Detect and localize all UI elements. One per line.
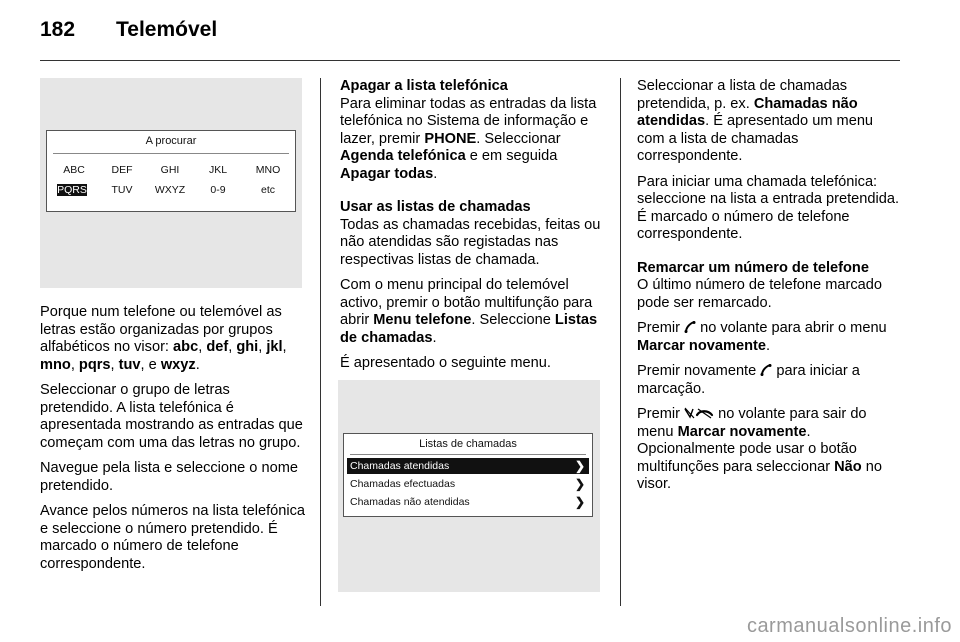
display-search <box>46 130 296 212</box>
page-number: 182 <box>40 18 76 41</box>
header-rule <box>40 60 900 61</box>
key-group: ABC <box>63 164 85 176</box>
paragraph: Premir no volante para sair do menu Marcar novamente. <box>637 406 867 440</box>
key-group: DEF <box>111 164 133 176</box>
phone-call-icon <box>684 321 696 333</box>
paragraph: Seleccionar o grupo de letras pretendido. A lista telefónica é apresentada mostrando as entradas que começam com uma das letras no grupo. <box>40 382 303 451</box>
column-divider-1 <box>320 78 321 606</box>
paragraph: Avance pelos números na lista telefónica e seleccione o número pretendido. É marcado o número de telefone correspondente. <box>40 503 306 572</box>
key-group: 0-9 <box>210 184 226 196</box>
paragraph: Opcionalmente pode usar o botão multifunções para seleccionar Não no visor. <box>637 441 882 492</box>
key-group: JKL <box>208 164 228 176</box>
paragraph: O último número de telefone marcado pode ser remarcado. <box>637 277 882 311</box>
key-group: etc <box>260 184 275 196</box>
paragraph: Porque num telefone ou telemóvel as letras estão organizadas por grupos alfabéticos no visor: abc, def, ghi, jkl, mno, pqrs, tuv, e wxyz. <box>40 304 287 373</box>
column-3 <box>637 78 903 502</box>
paragraph: Seleccionar a lista de chamadas pretendida, p. ex. Chamadas não atendidas. É apresentado um menu com a lista de chamadas correspondente. <box>637 78 874 164</box>
paragraph: Para iniciar uma chamada telefónica: seleccione na lista a entrada pretendida. É marcado o número de telefone correspondente. <box>637 173 900 242</box>
column-1 <box>40 304 306 581</box>
phone-call-icon <box>760 364 772 376</box>
section-heading: Remarcar um número de telefone <box>637 259 869 276</box>
figure-search-screen <box>40 78 302 288</box>
figure-call-lists-screen <box>338 380 600 592</box>
paragraph: Navegue pela lista e seleccione o nome pretendido. <box>40 460 298 494</box>
display-title: A procurar <box>145 135 197 147</box>
display-title: Listas de chamadas <box>419 438 517 450</box>
menu-item: Chamadas efectuadas ❯ <box>350 477 585 491</box>
section-heading: Apagar a lista telefónica <box>340 78 508 94</box>
column-2 <box>340 78 606 381</box>
paragraph: Com o menu principal do telemóvel activo, premir o botão multifunção para abrir Menu telefone. Seleccione Listas de chamadas. <box>340 277 598 346</box>
paragraph: É apresentado o seguinte menu. <box>340 355 551 371</box>
menu-item: Chamadas não atendidas ❯ <box>350 495 585 509</box>
key-group: MNO <box>255 164 281 176</box>
menu-item-selected: Chamadas atendidas ❯ <box>347 458 589 474</box>
column-divider-2 <box>620 78 621 606</box>
chevron-right-icon: ❯ <box>574 495 585 509</box>
key-group: GHI <box>160 164 180 176</box>
key-group: TUV <box>111 184 133 196</box>
watermark: carmanualsonline.info <box>746 615 952 637</box>
chevron-right-icon: ❯ <box>574 477 585 491</box>
section-heading: Usar as listas de chamadas <box>340 199 531 215</box>
paragraph: Todas as chamadas recebidas, feitas ou não atendidas são registadas nas respectivas listas de chamada. <box>340 216 601 268</box>
chapter-title: Telemóvel <box>116 18 218 41</box>
paragraph: Para eliminar todas as entradas da lista telefónica no Sistema de informação e lazer, premir PHONE. Seleccionar Agenda telefónica e em seguida Apagar todas. <box>340 95 597 182</box>
paragraph: Premir novamente para iniciar a marcação. <box>637 363 860 397</box>
key-group-selected: PQRS <box>57 184 87 196</box>
paragraph: Premir no volante para abrir o menu Marcar novamente. <box>637 320 887 354</box>
display-call-lists <box>343 433 593 517</box>
mute-end-call-icon <box>684 407 714 419</box>
key-group: WXYZ <box>154 184 186 196</box>
chevron-right-icon: ❯ <box>574 459 585 473</box>
